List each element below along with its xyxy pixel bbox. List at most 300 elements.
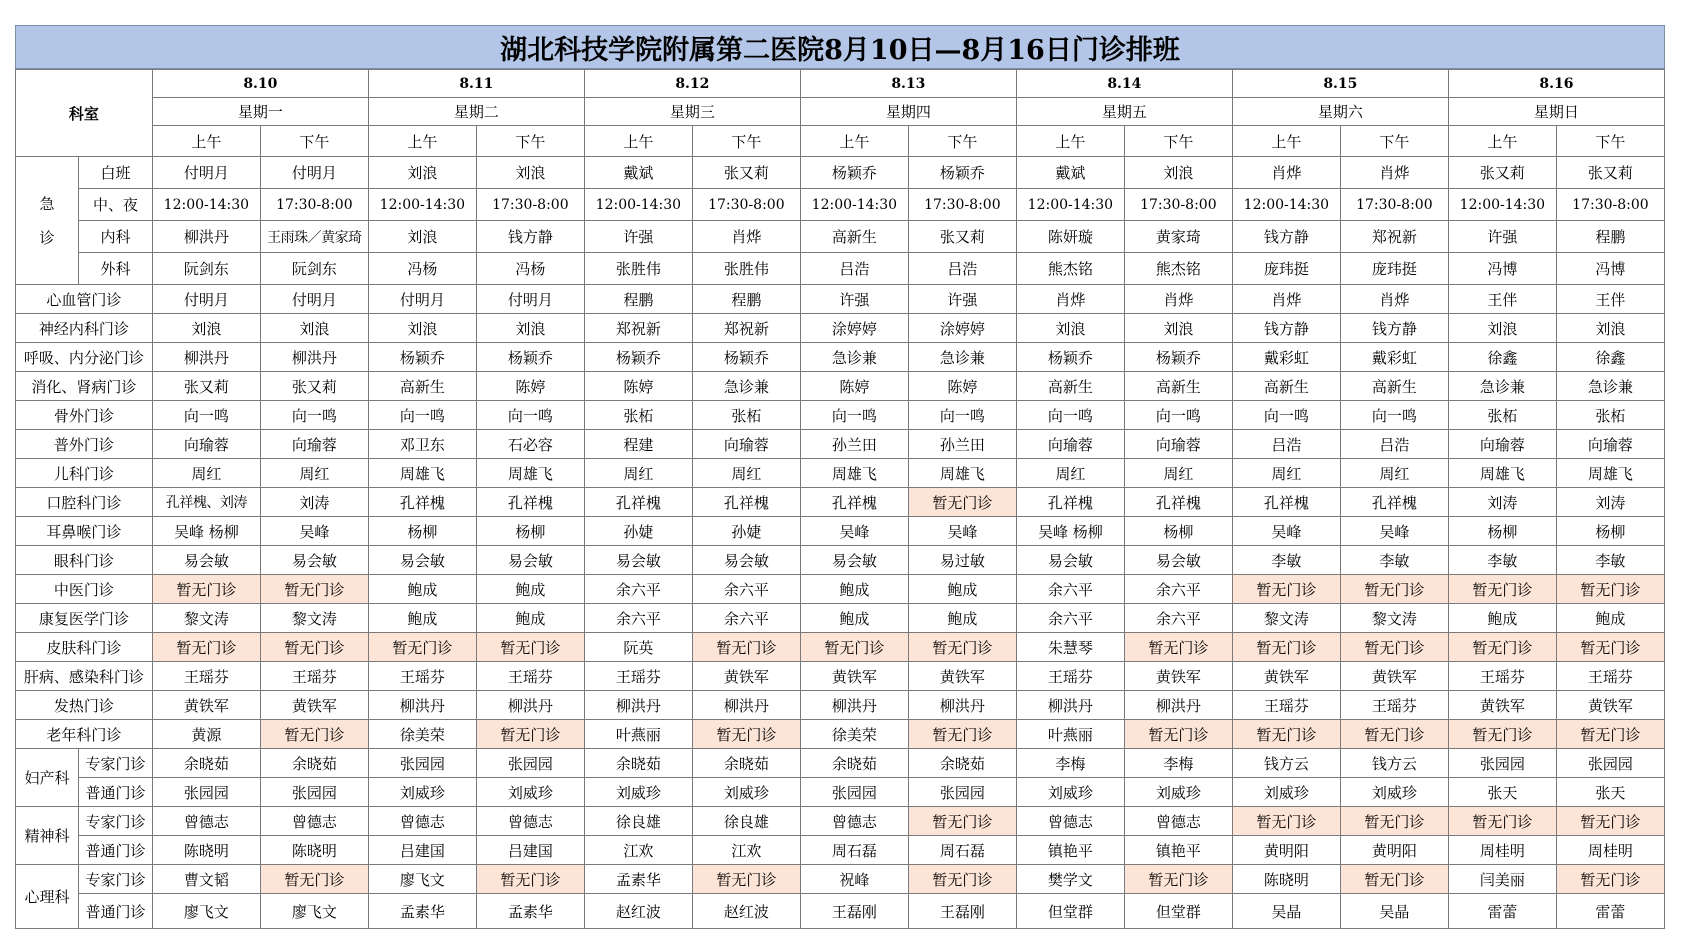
doctor-cell: 王磊刚 <box>908 894 1016 929</box>
doctor-cell: 周红 <box>1016 459 1124 488</box>
dept-label: 肝病、感染科门诊 <box>16 662 153 691</box>
date-header: 8.13 <box>800 70 1016 98</box>
doctor-cell: 周红 <box>692 459 800 488</box>
no-clinic-cell: 暂无门诊 <box>260 865 368 894</box>
no-clinic-cell: 暂无门诊 <box>1448 807 1556 836</box>
doctor-cell: 吕浩 <box>1232 430 1340 459</box>
doctor-cell: 柳洪丹 <box>908 691 1016 720</box>
weekday-header: 星期五 <box>1016 98 1232 126</box>
doctor-cell: 高新生 <box>1232 372 1340 401</box>
doctor-cell: 周雄飞 <box>1556 459 1664 488</box>
doctor-cell: 17:30-8:00 <box>692 189 800 221</box>
dept-label: 耳鼻喉门诊 <box>16 517 153 546</box>
doctor-cell: 曾德志 <box>368 807 476 836</box>
doctor-cell: 吕建国 <box>476 836 584 865</box>
doctor-cell: 杨颖乔 <box>692 343 800 372</box>
dept-label: 普外门诊 <box>16 430 153 459</box>
dept-label: 康复医学门诊 <box>16 604 153 633</box>
doctor-cell: 镇艳平 <box>1016 836 1124 865</box>
no-clinic-cell: 暂无门诊 <box>1448 633 1556 662</box>
doctor-cell: 刘威珍 <box>1124 778 1232 807</box>
doctor-cell: 柳洪丹 <box>368 691 476 720</box>
doctor-cell: 肖烨 <box>1016 285 1124 314</box>
no-clinic-cell: 暂无门诊 <box>908 807 1016 836</box>
doctor-cell: 冯杨 <box>476 253 584 285</box>
doctor-cell: 张又莉 <box>260 372 368 401</box>
doctor-cell: 吴峰 <box>260 517 368 546</box>
date-header: 8.11 <box>368 70 584 98</box>
doctor-cell: 王瑶芬 <box>1016 662 1124 691</box>
doctor-cell: 刘浪 <box>368 157 476 189</box>
doctor-cell: 程鹏 <box>692 285 800 314</box>
doctor-cell: 周雄飞 <box>476 459 584 488</box>
no-clinic-cell: 暂无门诊 <box>476 720 584 749</box>
doctor-cell: 黎文涛 <box>1232 604 1340 633</box>
doctor-cell: 高新生 <box>1124 372 1232 401</box>
doctor-cell: 徐美荣 <box>368 720 476 749</box>
no-clinic-cell: 暂无门诊 <box>1556 807 1664 836</box>
no-clinic-cell: 暂无门诊 <box>1124 633 1232 662</box>
doctor-cell: 向一鸣 <box>1016 401 1124 430</box>
doctor-cell: 戴斌 <box>1016 157 1124 189</box>
doctor-cell: 柳洪丹 <box>476 691 584 720</box>
doctor-cell: 12:00-14:30 <box>368 189 476 221</box>
date-header: 8.16 <box>1448 70 1664 98</box>
doctor-cell: 鲍成 <box>800 604 908 633</box>
doctor-cell: 石必容 <box>476 430 584 459</box>
am-header: 上午 <box>1448 126 1556 157</box>
no-clinic-cell: 暂无门诊 <box>1232 575 1340 604</box>
doctor-cell: 杨颖乔 <box>1016 343 1124 372</box>
doctor-cell: 余六平 <box>1124 575 1232 604</box>
doctor-cell: 向一鸣 <box>800 401 908 430</box>
doctor-cell: 李梅 <box>1016 749 1124 778</box>
no-clinic-cell: 暂无门诊 <box>476 633 584 662</box>
doctor-cell: 鲍成 <box>908 575 1016 604</box>
doctor-cell: 鲍成 <box>1448 604 1556 633</box>
dept-label: 皮肤科门诊 <box>16 633 153 662</box>
doctor-cell: 刘威珍 <box>1340 778 1448 807</box>
no-clinic-cell: 暂无门诊 <box>692 720 800 749</box>
doctor-cell: 王伴 <box>1448 285 1556 314</box>
am-header: 上午 <box>800 126 908 157</box>
doctor-cell: 郑祝新 <box>584 314 692 343</box>
doctor-cell: 余六平 <box>584 575 692 604</box>
doctor-cell: 向瑜蓉 <box>1448 430 1556 459</box>
doctor-cell: 钱方静 <box>1232 221 1340 253</box>
no-clinic-cell: 暂无门诊 <box>908 488 1016 517</box>
doctor-cell: 张柘 <box>692 401 800 430</box>
doctor-cell: 吴晶 <box>1232 894 1340 929</box>
doctor-cell: 黄家琦 <box>1124 221 1232 253</box>
doctor-cell: 孔祥槐 <box>1016 488 1124 517</box>
doctor-cell: 许强 <box>584 221 692 253</box>
no-clinic-cell: 暂无门诊 <box>152 575 260 604</box>
doctor-cell: 易会敏 <box>368 546 476 575</box>
doctor-cell: 周红 <box>584 459 692 488</box>
doctor-cell: 17:30-8:00 <box>908 189 1016 221</box>
doctor-cell: 王瑶芬 <box>152 662 260 691</box>
doctor-cell: 张又莉 <box>692 157 800 189</box>
doctor-cell: 陈婷 <box>584 372 692 401</box>
dept-label: 发热门诊 <box>16 691 153 720</box>
doctor-cell: 刘威珍 <box>368 778 476 807</box>
doctor-cell: 肖烨 <box>1340 157 1448 189</box>
doctor-cell: 急诊兼 <box>908 343 1016 372</box>
doctor-cell: 向瑜蓉 <box>1016 430 1124 459</box>
row-label: 普通门诊 <box>79 778 153 807</box>
doctor-cell: 陈婷 <box>476 372 584 401</box>
date-header: 8.15 <box>1232 70 1448 98</box>
doctor-cell: 杨柳 <box>476 517 584 546</box>
doctor-cell: 樊学文 <box>1016 865 1124 894</box>
doctor-cell: 冯杨 <box>368 253 476 285</box>
doctor-cell: 张园园 <box>1556 749 1664 778</box>
subgroup-label: 心理科 <box>16 865 79 929</box>
doctor-cell: 冯博 <box>1556 253 1664 285</box>
schedule-table <box>15 69 1665 929</box>
doctor-cell: 刘浪 <box>1124 314 1232 343</box>
row-label: 专家门诊 <box>79 749 153 778</box>
doctor-cell: 熊杰铭 <box>1016 253 1124 285</box>
dept-label: 心血管门诊 <box>16 285 153 314</box>
doctor-cell: 张园园 <box>260 778 368 807</box>
dept-label: 儿科门诊 <box>16 459 153 488</box>
doctor-cell: 张柘 <box>1448 401 1556 430</box>
doctor-cell: 易会敏 <box>476 546 584 575</box>
doctor-cell: 周红 <box>260 459 368 488</box>
doctor-cell: 刘威珍 <box>1016 778 1124 807</box>
doctor-cell: 邓卫东 <box>368 430 476 459</box>
doctor-cell: 王瑶芬 <box>584 662 692 691</box>
doctor-cell: 余六平 <box>1016 604 1124 633</box>
doctor-cell: 涂婷婷 <box>800 314 908 343</box>
doctor-cell: 黄铁军 <box>908 662 1016 691</box>
doctor-cell: 熊杰铭 <box>1124 253 1232 285</box>
doctor-cell: 吴峰 <box>1232 517 1340 546</box>
doctor-cell: 易会敏 <box>1016 546 1124 575</box>
schedule-sheet <box>15 25 1665 929</box>
doctor-cell: 许强 <box>908 285 1016 314</box>
dept-label: 消化、肾病门诊 <box>16 372 153 401</box>
doctor-cell: 陈婷 <box>800 372 908 401</box>
doctor-cell: 易会敏 <box>584 546 692 575</box>
doctor-cell: 刘威珍 <box>692 778 800 807</box>
doctor-cell: 陈晓明 <box>152 836 260 865</box>
doctor-cell: 柳洪丹 <box>152 343 260 372</box>
doctor-cell: 17:30-8:00 <box>1124 189 1232 221</box>
doctor-cell: 12:00-14:30 <box>1232 189 1340 221</box>
pm-header: 下午 <box>476 126 584 157</box>
doctor-cell: 钱方静 <box>1340 314 1448 343</box>
doctor-cell: 付明月 <box>152 285 260 314</box>
doctor-cell: 余晓茹 <box>800 749 908 778</box>
doctor-cell: 急诊兼 <box>800 343 908 372</box>
doctor-cell: 杨柳 <box>368 517 476 546</box>
doctor-cell: 孔祥槐 <box>584 488 692 517</box>
doctor-cell: 余六平 <box>584 604 692 633</box>
doctor-cell: 刘浪 <box>368 221 476 253</box>
doctor-cell: 周桂明 <box>1556 836 1664 865</box>
doctor-cell: 易过敏 <box>908 546 1016 575</box>
doctor-cell: 戴彩虹 <box>1232 343 1340 372</box>
doctor-cell: 刘浪 <box>476 314 584 343</box>
am-header: 上午 <box>368 126 476 157</box>
doctor-cell: 周雄飞 <box>800 459 908 488</box>
doctor-cell: 张柘 <box>584 401 692 430</box>
dept-label: 呼吸、内分泌门诊 <box>16 343 153 372</box>
weekday-header: 星期二 <box>368 98 584 126</box>
doctor-cell: 黄铁军 <box>1448 691 1556 720</box>
dept-label: 骨外门诊 <box>16 401 153 430</box>
doctor-cell: 许强 <box>800 285 908 314</box>
doctor-cell: 黄源 <box>152 720 260 749</box>
doctor-cell: 鲍成 <box>476 575 584 604</box>
doctor-cell: 廖飞文 <box>368 865 476 894</box>
doctor-cell: 张天 <box>1556 778 1664 807</box>
doctor-cell: 黎文涛 <box>152 604 260 633</box>
no-clinic-cell: 暂无门诊 <box>1232 807 1340 836</box>
doctor-cell: 孔祥槐 <box>1340 488 1448 517</box>
no-clinic-cell: 暂无门诊 <box>1556 575 1664 604</box>
doctor-cell: 肖烨 <box>1232 157 1340 189</box>
doctor-cell: 向一鸣 <box>152 401 260 430</box>
doctor-cell: 刘浪 <box>1016 314 1124 343</box>
no-clinic-cell: 暂无门诊 <box>1448 575 1556 604</box>
doctor-cell: 黄明阳 <box>1340 836 1448 865</box>
doctor-cell: 祝峰 <box>800 865 908 894</box>
doctor-cell: 付明月 <box>152 157 260 189</box>
doctor-cell: 刘涛 <box>260 488 368 517</box>
doctor-cell: 向瑜蓉 <box>152 430 260 459</box>
doctor-cell: 庞玮挺 <box>1232 253 1340 285</box>
doctor-cell: 周石磊 <box>908 836 1016 865</box>
doctor-cell: 12:00-14:30 <box>152 189 260 221</box>
doctor-cell: 余晓茹 <box>908 749 1016 778</box>
doctor-cell: 李敏 <box>1340 546 1448 575</box>
doctor-cell: 向瑜蓉 <box>692 430 800 459</box>
doctor-cell: 陈晓明 <box>260 836 368 865</box>
doctor-cell: 王雨珠／黄家琦 <box>260 221 368 253</box>
doctor-cell: 刘威珍 <box>584 778 692 807</box>
doctor-cell: 阮剑东 <box>260 253 368 285</box>
weekday-header: 星期三 <box>584 98 800 126</box>
dept-label: 眼科门诊 <box>16 546 153 575</box>
doctor-cell: 鲍成 <box>908 604 1016 633</box>
doctor-cell: 易会敏 <box>800 546 908 575</box>
doctor-cell: 张胜伟 <box>584 253 692 285</box>
doctor-cell: 孔祥槐 <box>368 488 476 517</box>
doctor-cell: 杨颖乔 <box>368 343 476 372</box>
doctor-cell: 高新生 <box>368 372 476 401</box>
doctor-cell: 庞玮挺 <box>1340 253 1448 285</box>
doctor-cell: 刘浪 <box>1124 157 1232 189</box>
row-label: 白班 <box>79 157 153 189</box>
doctor-cell: 黄铁军 <box>152 691 260 720</box>
doctor-cell: 程鹏 <box>1556 221 1664 253</box>
doctor-cell: 刘浪 <box>1448 314 1556 343</box>
doctor-cell: 王瑶芬 <box>368 662 476 691</box>
doctor-cell: 12:00-14:30 <box>1016 189 1124 221</box>
doctor-cell: 吕浩 <box>800 253 908 285</box>
doctor-cell: 付明月 <box>476 285 584 314</box>
doctor-cell: 孔祥槐、刘涛 <box>152 488 260 517</box>
doctor-cell: 刘浪 <box>152 314 260 343</box>
no-clinic-cell: 暂无门诊 <box>908 633 1016 662</box>
doctor-cell: 向一鸣 <box>1124 401 1232 430</box>
no-clinic-cell: 暂无门诊 <box>1340 633 1448 662</box>
no-clinic-cell: 暂无门诊 <box>1232 633 1340 662</box>
pm-header: 下午 <box>692 126 800 157</box>
no-clinic-cell: 暂无门诊 <box>692 633 800 662</box>
doctor-cell: 肖烨 <box>692 221 800 253</box>
doctor-cell: 余六平 <box>1016 575 1124 604</box>
doctor-cell: 郑祝新 <box>692 314 800 343</box>
doctor-cell: 张又莉 <box>152 372 260 401</box>
doctor-cell: 柳洪丹 <box>1124 691 1232 720</box>
doctor-cell: 杨颖乔 <box>584 343 692 372</box>
doctor-cell: 黄铁军 <box>1232 662 1340 691</box>
subgroup-label: 妇产科 <box>16 749 79 807</box>
doctor-cell: 向一鸣 <box>476 401 584 430</box>
doctor-cell: 向瑜蓉 <box>1124 430 1232 459</box>
doctor-cell: 易会敏 <box>1124 546 1232 575</box>
row-label: 普通门诊 <box>79 894 153 929</box>
doctor-cell: 徐鑫 <box>1556 343 1664 372</box>
doctor-cell: 但堂群 <box>1016 894 1124 929</box>
date-header: 8.12 <box>584 70 800 98</box>
doctor-cell: 王瑶芬 <box>476 662 584 691</box>
doctor-cell: 12:00-14:30 <box>800 189 908 221</box>
doctor-cell: 向一鸣 <box>1340 401 1448 430</box>
doctor-cell: 鲍成 <box>476 604 584 633</box>
doctor-cell: 孙婕 <box>692 517 800 546</box>
doctor-cell: 曾德志 <box>800 807 908 836</box>
doctor-cell: 付明月 <box>368 285 476 314</box>
doctor-cell: 吴峰 杨柳 <box>1016 517 1124 546</box>
doctor-cell: 徐美荣 <box>800 720 908 749</box>
doctor-cell: 钱方云 <box>1232 749 1340 778</box>
doctor-cell: 李梅 <box>1124 749 1232 778</box>
doctor-cell: 杨颖乔 <box>1124 343 1232 372</box>
doctor-cell: 周红 <box>1124 459 1232 488</box>
doctor-cell: 郑祝新 <box>1340 221 1448 253</box>
no-clinic-cell: 暂无门诊 <box>152 633 260 662</box>
doctor-cell: 徐良雄 <box>692 807 800 836</box>
doctor-cell: 周红 <box>1232 459 1340 488</box>
doctor-cell: 周红 <box>152 459 260 488</box>
doctor-cell: 李敏 <box>1556 546 1664 575</box>
doctor-cell: 12:00-14:30 <box>1448 189 1556 221</box>
dept-label: 中医门诊 <box>16 575 153 604</box>
row-label: 中、夜 <box>79 189 153 221</box>
doctor-cell: 但堂群 <box>1124 894 1232 929</box>
doctor-cell: 易会敏 <box>152 546 260 575</box>
doctor-cell: 陈婷 <box>908 372 1016 401</box>
doctor-cell: 阮剑东 <box>152 253 260 285</box>
doctor-cell: 刘涛 <box>1448 488 1556 517</box>
no-clinic-cell: 暂无门诊 <box>1232 720 1340 749</box>
row-label: 普通门诊 <box>79 836 153 865</box>
doctor-cell: 向一鸣 <box>1232 401 1340 430</box>
doctor-cell: 戴彩虹 <box>1340 343 1448 372</box>
doctor-cell: 周石磊 <box>800 836 908 865</box>
doctor-cell: 陈晓明 <box>1232 865 1340 894</box>
weekday-header: 星期日 <box>1448 98 1664 126</box>
doctor-cell: 王瑶芬 <box>1556 662 1664 691</box>
doctor-cell: 吕浩 <box>1340 430 1448 459</box>
doctor-cell: 向一鸣 <box>260 401 368 430</box>
pm-header: 下午 <box>908 126 1016 157</box>
doctor-cell: 肖烨 <box>1340 285 1448 314</box>
doctor-cell: 曾德志 <box>1124 807 1232 836</box>
doctor-cell: 柳洪丹 <box>1016 691 1124 720</box>
doctor-cell: 杨柳 <box>1124 517 1232 546</box>
dept-label: 口腔科门诊 <box>16 488 153 517</box>
doctor-cell: 王磊刚 <box>800 894 908 929</box>
doctor-cell: 赵红波 <box>692 894 800 929</box>
doctor-cell: 徐良雄 <box>584 807 692 836</box>
no-clinic-cell: 暂无门诊 <box>368 633 476 662</box>
doctor-cell: 李敏 <box>1448 546 1556 575</box>
date-header: 8.14 <box>1016 70 1232 98</box>
doctor-cell: 急诊兼 <box>692 372 800 401</box>
doctor-cell: 李敏 <box>1232 546 1340 575</box>
doctor-cell: 雷蕾 <box>1448 894 1556 929</box>
doctor-cell: 曾德志 <box>476 807 584 836</box>
doctor-cell: 易会敏 <box>692 546 800 575</box>
doctor-cell: 付明月 <box>260 157 368 189</box>
doctor-cell: 刘浪 <box>476 157 584 189</box>
no-clinic-cell: 暂无门诊 <box>1556 633 1664 662</box>
doctor-cell: 叶燕丽 <box>1016 720 1124 749</box>
doctor-cell: 张胜伟 <box>692 253 800 285</box>
doctor-cell: 孙兰田 <box>800 430 908 459</box>
doctor-cell: 孟素华 <box>584 865 692 894</box>
doctor-cell: 孙兰田 <box>908 430 1016 459</box>
weekday-header: 星期六 <box>1232 98 1448 126</box>
doctor-cell: 曾德志 <box>152 807 260 836</box>
no-clinic-cell: 暂无门诊 <box>908 720 1016 749</box>
pm-header: 下午 <box>1124 126 1232 157</box>
doctor-cell: 余晓茹 <box>584 749 692 778</box>
doctor-cell: 17:30-8:00 <box>260 189 368 221</box>
doctor-cell: 吕建国 <box>368 836 476 865</box>
weekday-header: 星期一 <box>152 98 368 126</box>
doctor-cell: 黄铁军 <box>800 662 908 691</box>
doctor-cell: 孟素华 <box>368 894 476 929</box>
doctor-cell: 吴峰 <box>908 517 1016 546</box>
doctor-cell: 张园园 <box>152 778 260 807</box>
doctor-cell: 杨柳 <box>1556 517 1664 546</box>
doctor-cell: 镇艳平 <box>1124 836 1232 865</box>
am-header: 上午 <box>1016 126 1124 157</box>
dept-header: 科室 <box>16 70 153 157</box>
doctor-cell: 陈妍璇 <box>1016 221 1124 253</box>
doctor-cell: 余六平 <box>1124 604 1232 633</box>
doctor-cell: 孔祥槐 <box>1232 488 1340 517</box>
doctor-cell: 朱慧琴 <box>1016 633 1124 662</box>
doctor-cell: 曾德志 <box>260 807 368 836</box>
doctor-cell: 周红 <box>1340 459 1448 488</box>
doctor-cell: 钱方云 <box>1340 749 1448 778</box>
doctor-cell: 向一鸣 <box>368 401 476 430</box>
doctor-cell: 余晓茹 <box>260 749 368 778</box>
doctor-cell: 周雄飞 <box>368 459 476 488</box>
doctor-cell: 17:30-8:00 <box>476 189 584 221</box>
doctor-cell: 周桂明 <box>1448 836 1556 865</box>
doctor-cell: 叶燕丽 <box>584 720 692 749</box>
